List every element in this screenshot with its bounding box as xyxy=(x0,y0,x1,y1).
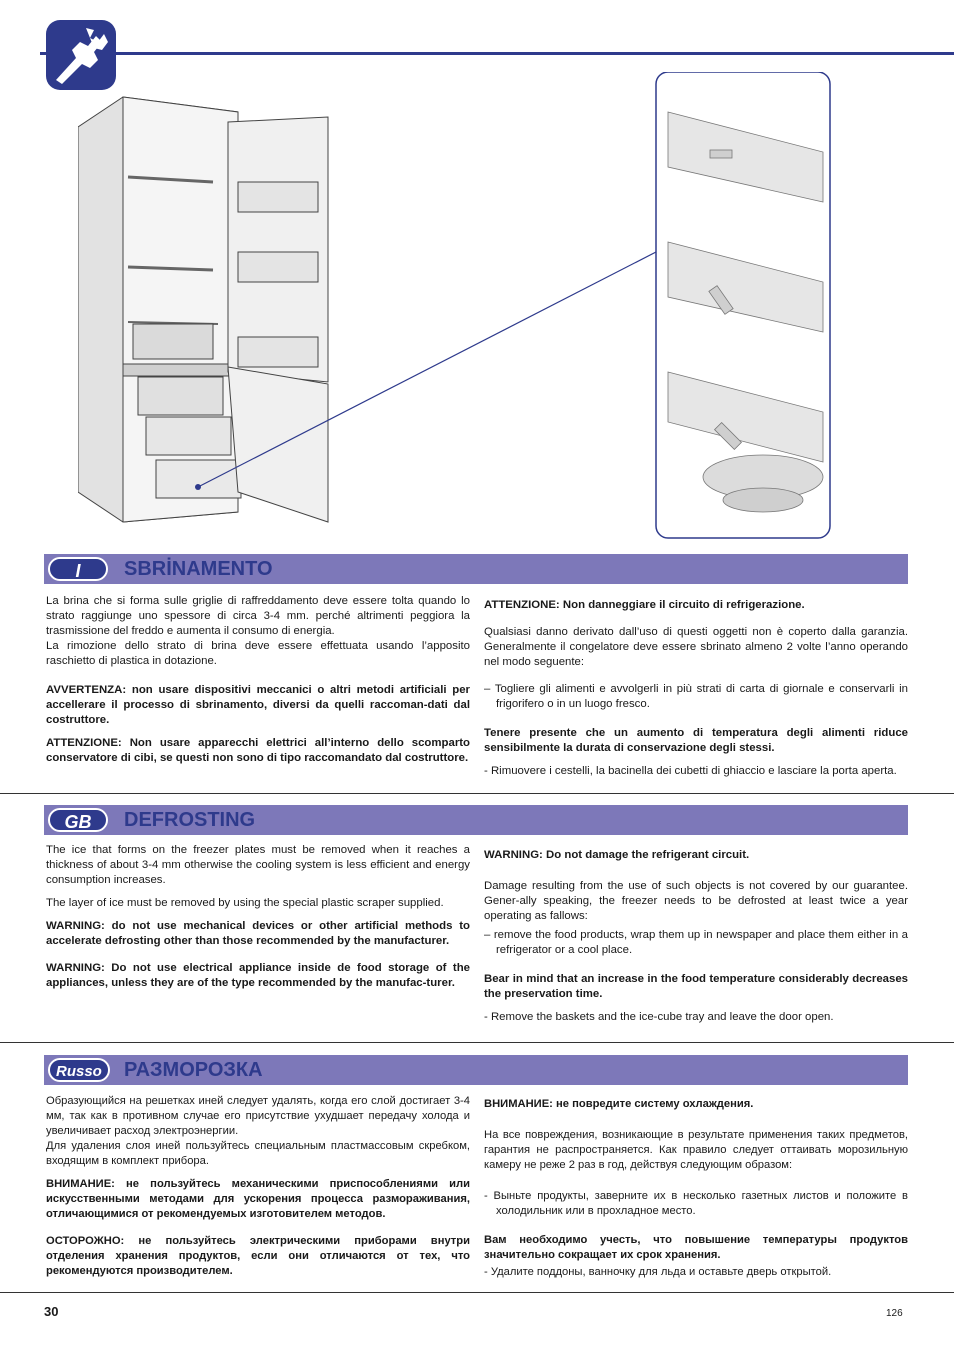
warning-text: AVVERTENZA: non usare dispositivi meccanici o altri metodi artificiali per accellerare il processo di sbrinamento, diversi da quelli raccoman-dati dal costruttore. xyxy=(46,684,470,726)
section-title: DEFROSTING xyxy=(124,809,256,831)
paragraph: The layer of ice must be removed by using the special plastic scraper supplied. xyxy=(46,897,444,909)
section-divider xyxy=(0,793,954,794)
section-gb-left xyxy=(46,843,470,999)
warning-text: ATTENZIONE: Non usare apparecchi elettrici all’interno dello scomparto conservatore di cibi, se questi non sono di tipo raccomandato dal costruttore. xyxy=(46,737,470,764)
list-item: – remove the food products, wrap them up in newspaper and place them either in a refrigerator or a cool place. xyxy=(484,929,908,956)
section-header-it xyxy=(44,554,908,584)
paragraph: Qualsiasi danno derivato dall’uso di questi oggetti non è coperto dalla garanzia. Generalmente il congelatore deve essere sbrinato almeno 2 volte l’anno operando nel modo seguente: xyxy=(484,626,908,668)
section-gb-right xyxy=(484,848,908,1033)
section-title: SBRİNAMENTO xyxy=(124,558,273,580)
section-ru-left xyxy=(46,1094,470,1287)
warning-text: WARNING: Do not use electrical appliance inside de food storage of the appliances, unless they are of the type recommended by the manufac-turer. xyxy=(46,962,470,989)
note-text: Tenere presente che un aumento di temperatura degli alimenti riduce sensibilmente la durata di conservazione degli stessi. xyxy=(484,727,908,754)
language-badge: GB xyxy=(48,808,108,832)
section-header-ru xyxy=(44,1055,908,1085)
section-title: РАЗМОРОЗКА xyxy=(124,1059,263,1081)
section-header-gb xyxy=(44,805,908,835)
page-number: 30 xyxy=(44,1304,59,1319)
paragraph: Damage resulting from the use of such objects is not covered by our guarantee. Gener-ally speaking, the freezer needs to be defrosted at least twice a year operating as fallows: xyxy=(484,880,908,922)
paragraph: На все повреждения, возникающие в результате применения таких предметов, гарантия не распространяется. Как правило следует оттаивать морозильную камеру не реже 2 раз в год, действуя следующим образом: xyxy=(484,1129,908,1171)
paragraph: La brina che si forma sulle griglie di raffreddamento deve essere tolta quando lo strato raggiunge uno spessore di circa 3-4 mm. perché altrimenti peggiora la trasmissione del freddo e aumenta il consumo di energia. xyxy=(46,595,470,637)
page-reference: 126 xyxy=(886,1308,903,1319)
warning-text: ОСТОРОЖНО: не пользуйтесь электрическими приборами внутри отделения хранения продуктов, если они отличаются от тех, что рекомендуются производителем. xyxy=(46,1235,470,1277)
warning-text: ВНИМАНИЕ: не повредите систему охлаждения. xyxy=(484,1098,754,1110)
fridge-cabinet xyxy=(78,97,328,522)
list-item: - Удалите поддоны, ванночку для льда и оставьте дверь открытой. xyxy=(484,1266,832,1278)
list-item: – Togliere gli alimenti e avvolgerli in più strati di carta di giornale e conservarli in frigorifero o in un luogo fresco. xyxy=(484,683,908,710)
paragraph: The ice that forms on the freezer plates must be removed when it reaches a thickness of about 3-4 mm otherwise the cooling system is less efficient and energy consumption increases. xyxy=(46,844,470,886)
header-rule xyxy=(40,52,954,55)
language-badge: Russo xyxy=(48,1058,110,1082)
list-item: - Выньте продукты, заверните их в несколько газетных листов и положите в холодильник или в прохладное место. xyxy=(484,1190,908,1217)
section-divider xyxy=(0,1042,954,1043)
section-it-left xyxy=(46,594,470,774)
warning-text: WARNING: Do not damage the refrigerant circuit. xyxy=(484,849,750,861)
section-divider xyxy=(0,1292,954,1293)
warning-text: ATTENZIONE: Non danneggiare il circuito di refrigerazione. xyxy=(484,599,805,611)
paragraph: La rimozione dello strato di brina deve essere effettuata usando l’apposito raschietto di plastica in dotazione. xyxy=(46,640,470,667)
list-item: - Rimuovere i cestelli, la bacinella dei cubetti di ghiaccio e lasciare la porta aperta. xyxy=(484,765,897,777)
note-text: Bear in mind that an increase in the food temperature considerably decreases the preservation time. xyxy=(484,973,908,1000)
section-ru-right xyxy=(484,1097,908,1288)
language-badge: I xyxy=(48,557,108,581)
fridge-illustration xyxy=(78,72,838,542)
paragraph: Образующийся на решетках иней следует удалять, когда его слой достигает 3-4 мм, так как в противном случае его присутствие ухудшает передачу холода и увеличивает расход электроэнергии. xyxy=(46,1095,470,1137)
warning-text: ВНИМАНИЕ: не пользуйтесь механическими приспособлениями или искусственными методами для ускорения процесса размораживания, отличающимися от рекомендуемых изготовителем методов. xyxy=(46,1178,470,1220)
list-item: - Remove the baskets and the ice-cube tray and leave the door open. xyxy=(484,1011,834,1023)
note-text: Вам необходимо учесть, что повышение температуры продуктов значительно сокращает их срок хранения. xyxy=(484,1234,908,1261)
paragraph: Для удаления слоя иней пользуйтесь специальным пластмассовым скребком, входящим в комплект прибора. xyxy=(46,1140,470,1167)
section-it-right xyxy=(484,598,908,787)
warning-text: WARNING: do not use mechanical devices or other artificial methods to accelerate defrosting other than those recommended by the manufacturer. xyxy=(46,920,470,947)
